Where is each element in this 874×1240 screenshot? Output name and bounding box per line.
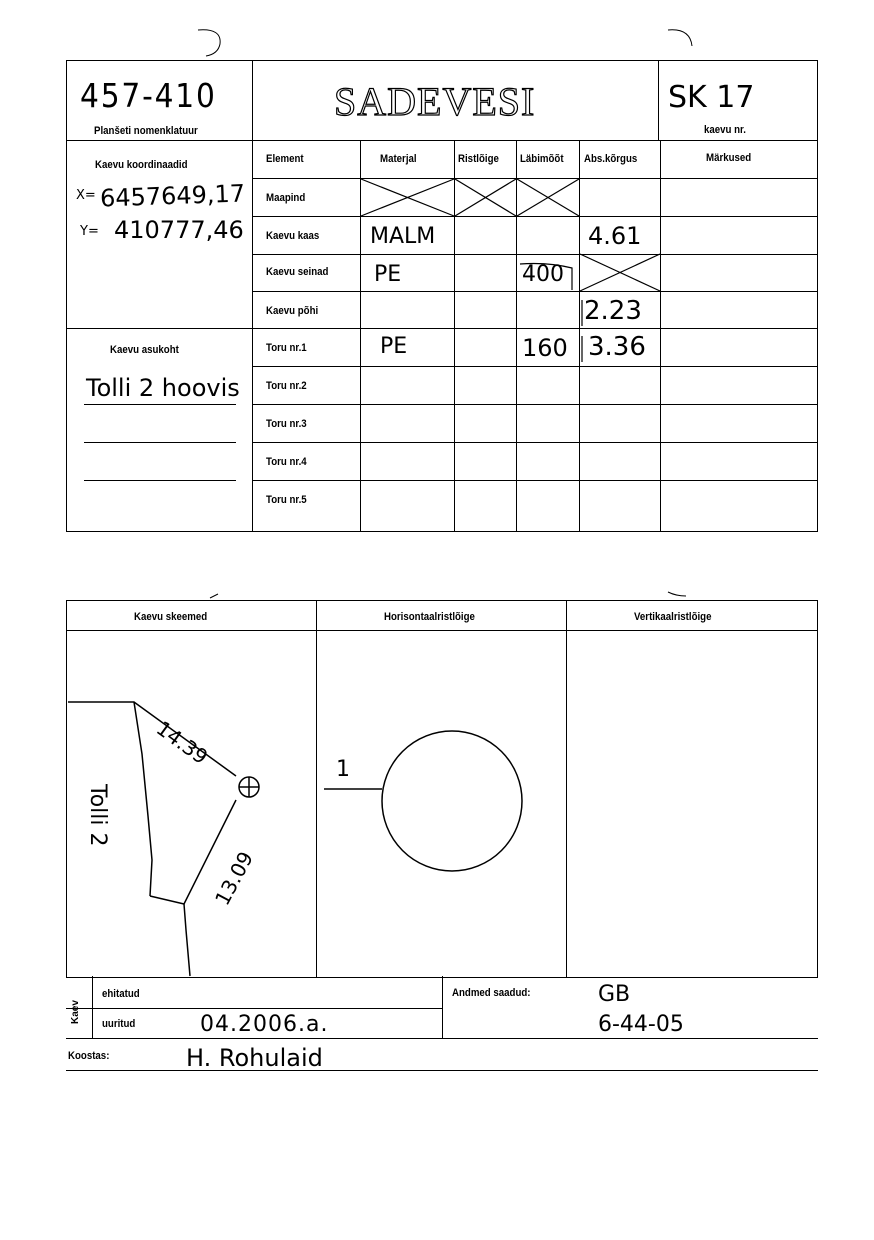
divider: [66, 1070, 818, 1071]
divider: [66, 1038, 818, 1039]
well-section-circle: [382, 731, 522, 871]
coord-y-value: 410777,46: [114, 216, 244, 244]
row-label: Toru nr.2: [266, 380, 307, 392]
header-abs-height: Abs.kõrgus: [584, 153, 638, 165]
cell-abs-height-bottom: 2.23: [584, 296, 642, 326]
dimension-top: 14.39: [151, 716, 213, 770]
cell-material-lid: MALM: [370, 224, 436, 249]
coord-y-prefix: Y=: [80, 224, 99, 239]
well-side-label: Kaev: [70, 1000, 81, 1024]
divider: [92, 976, 93, 1038]
coord-x-value: 6457649,17: [99, 179, 246, 213]
row-label: Toru nr.1: [266, 342, 307, 354]
street-label: Tolli 2: [85, 784, 110, 847]
built-label: ehitatud: [102, 988, 140, 1000]
row-label: Toru nr.3: [266, 418, 307, 430]
coord-x-prefix: X=: [76, 188, 96, 203]
well-number: SK 17: [668, 80, 755, 115]
data-source-value: GB: [598, 982, 631, 1007]
divider: [66, 1008, 442, 1009]
header-material: Materjal: [380, 153, 417, 165]
header-notes: Märkused: [706, 152, 752, 164]
row-label: Kaevu põhi: [266, 305, 319, 317]
header-cross-section: Ristlõige: [458, 153, 499, 165]
data-source-label: Andmed saadud:: [452, 987, 531, 999]
row-label: Toru nr.4: [266, 456, 307, 468]
cell-abs-height-pipe1: 3.36: [588, 332, 646, 362]
page-title: SADEVESI: [334, 79, 536, 124]
header-schemes: Kaevu skeemed: [134, 611, 208, 623]
repaired-label: uuritud: [102, 1018, 136, 1030]
row-label: Toru nr.5: [266, 494, 307, 506]
location-value: Tolli 2 hoovis: [86, 374, 240, 402]
cell-diameter-walls: 400: [522, 262, 564, 287]
header-vertical-section: Vertikaalristlõige: [634, 611, 712, 623]
divider: [442, 976, 443, 1038]
plansheet-label: Planšeti nomenklatuur: [94, 125, 198, 137]
author-label: Koostas:: [68, 1050, 110, 1062]
location-label: Kaevu asukoht: [110, 344, 179, 356]
cell-abs-height-lid: 4.61: [588, 222, 642, 250]
header-diameter: Läbimõõt: [520, 153, 564, 165]
dimension-bottom: 13.09: [210, 847, 259, 910]
row-label: Maapind: [266, 192, 306, 204]
well-number-label: kaevu nr.: [704, 124, 746, 136]
cell-material-pipe1: PE: [380, 334, 408, 359]
author-name: H. Rohulaid: [186, 1044, 323, 1072]
plansheet-number: 457-410: [80, 76, 217, 115]
header-element: Element: [266, 153, 304, 165]
row-label: Kaevu kaas: [266, 230, 320, 242]
repaired-date: 04.2006.a.: [200, 1012, 329, 1037]
cell-diameter-pipe1: 160: [522, 334, 568, 362]
data-source-ref: 6-44-05: [598, 1012, 684, 1037]
pipe-label: 1: [336, 757, 350, 782]
row-label: Kaevu seinad: [266, 266, 329, 278]
header-horizontal-section: Horisontaalristlõige: [384, 611, 475, 623]
coordinates-label: Kaevu koordinaadid: [95, 159, 188, 171]
cell-material-walls: PE: [374, 262, 402, 287]
